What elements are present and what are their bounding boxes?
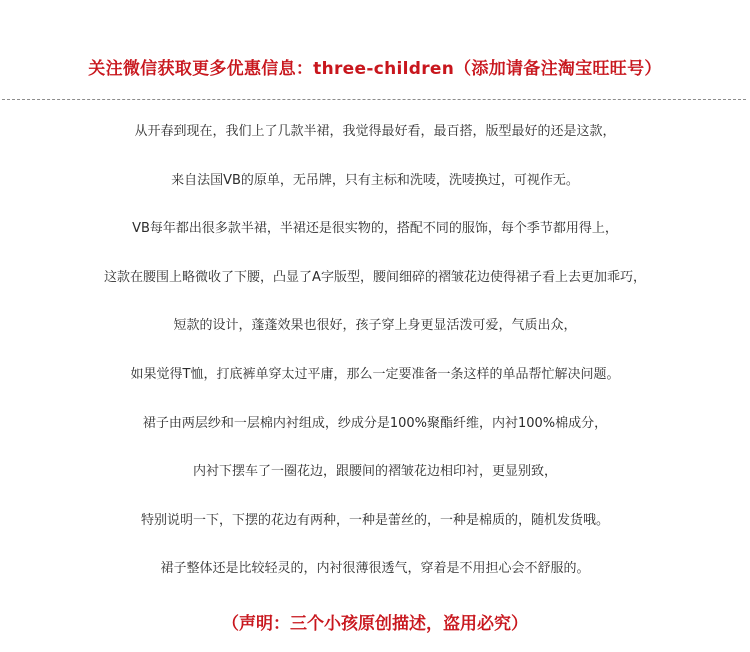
wechat-notice: 关注微信获取更多优惠信息：three-children（添加请备注淘宝旺旺号） (88, 59, 662, 79)
copyright-statement: （声明：三个小孩原创描述，盗用必究） (222, 614, 528, 634)
product-description (0, 121, 750, 607)
dashed-divider (2, 99, 746, 100)
description-line: 裙子整体还是比较轻灵的，内衬很薄很透气，穿着是不用担心会不舒服的。 (160, 561, 590, 577)
description-line: 这款在腰围上略微收了下腰，凸显了A字版型，腰间细碎的褶皱花边使得裙子看上去更加乖巧， (104, 269, 646, 285)
description-line: 内衬下摆车了一圈花边，跟腰间的褶皱花边相印衬，更显别致， (192, 464, 557, 480)
description-line: 特别说明一下，下摆的花边有两种，一种是蕾丝的，一种是棉质的，随机发货哦。 (140, 512, 609, 528)
description-line: 来自法国VB的原单，无吊牌，只有主标和洗唛，洗唛换过，可视作无。 (171, 172, 579, 188)
description-line: 从开春到现在，我们上了几款半裙，我觉得最好看，最百搭，版型最好的还是这款， (134, 124, 616, 139)
description-line: VB每年都出很多款半裙，半裙还是很实物的，搭配不同的服饰，每个季节都用得上， (132, 221, 618, 237)
description-line: 短款的设计，蓬蓬效果也很好，孩子穿上身更显活泼可爱，气质出众， (173, 318, 577, 334)
description-line: 如果觉得T恤，打底裤单穿太过平庸，那么一定要准备一条这样的单品帮忙解决问题。 (130, 366, 620, 382)
description-line: 裙子由两层纱和一层棉内衬组成，纱成分是100%聚酯纤维，内衬100%棉成分， (142, 415, 608, 431)
